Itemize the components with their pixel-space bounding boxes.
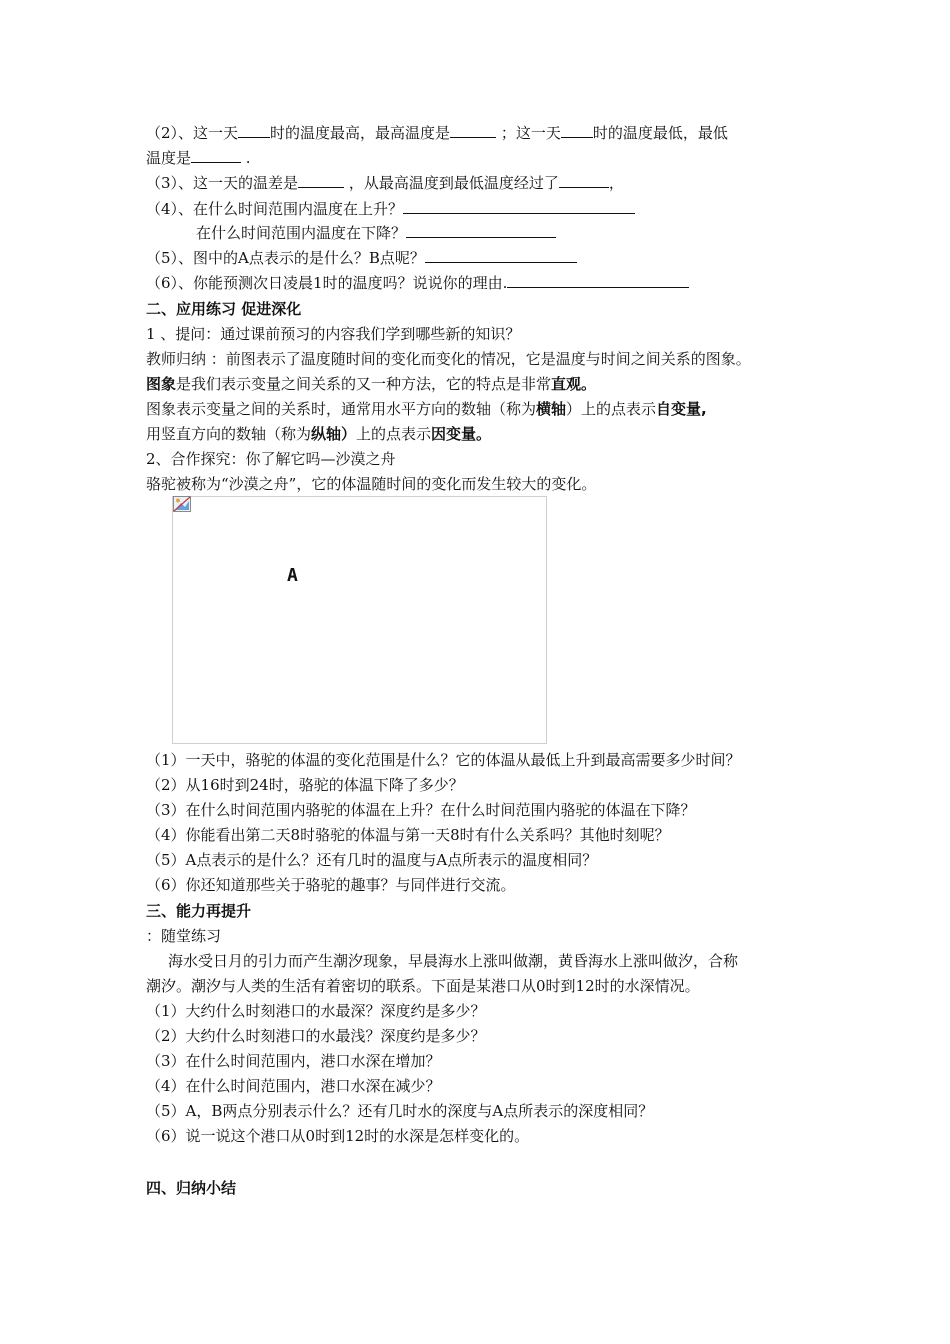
text: 在什么时间范围内温度在下降？ (196, 224, 407, 242)
question-4-line-b (196, 223, 556, 243)
bold-term: 直观。 (551, 375, 597, 393)
text: （2）、这一天 (146, 124, 239, 142)
question-3-line (146, 173, 624, 193)
camel-question: （4）你能看出第二天8时骆驼的体温与第一天8时有什么关系吗？其他时刻呢？ (146, 826, 670, 844)
text: 时的温度最高，最高温度是 (270, 124, 451, 142)
answer-blank (191, 148, 241, 163)
camel-question: （6）你还知道那些关于骆驼的趣事？与同伴进行交流。 (146, 876, 516, 894)
question-6-line (146, 273, 689, 293)
section-2-p4 (146, 399, 707, 419)
camel-question: （5）A点表示的是什么？还有几时的温度与A点所表示的温度相同？ (146, 851, 598, 869)
bold-term: 图象 (146, 375, 177, 393)
question-4-line (146, 199, 635, 219)
tide-question: （2）大约什么时刻港口的水最浅？深度约是多少？ (146, 1027, 486, 1045)
text: （3）、这一天的温差是 (146, 174, 299, 192)
text: （5）、图中的A点表示的是什么？B点呢？ (146, 249, 425, 267)
answer-blank (450, 123, 496, 138)
bold-term: 因变量。 (431, 425, 492, 443)
text: 是我们表示变量之间关系的又一种方法，它的特点是非常 (176, 375, 552, 393)
text: 上的点表示 (356, 425, 432, 443)
camel-question: （2）从16时到24时，骆驼的体温下降了多少？ (146, 776, 464, 794)
text: 温度是 (146, 149, 192, 167)
question-2-line (146, 123, 728, 143)
text: ）上的点表示 (566, 400, 657, 418)
tide-question: （5）A，B两点分别表示什么？还有几时水的深度与A点所表示的深度相同？ (146, 1102, 654, 1120)
text: ， (608, 174, 624, 192)
text: 时的温度最低，最低 (592, 124, 728, 142)
tide-paragraph-cont: 潮汐。潮汐与人类的生活有着密切的联系。下面是某港口从0时到12时的水深情况。 (146, 977, 700, 995)
text: ；这一天 (496, 124, 561, 142)
tide-question: （4）在什么时间范围内，港口水深在减少？ (146, 1077, 441, 1095)
bold-term: 纵轴） (311, 425, 357, 443)
answer-blank (561, 123, 593, 138)
section-2-p7: 骆驼被称为“沙漠之舟”，它的体温随时间的变化而发生较大的变化。 (146, 475, 597, 493)
section-2-p1: 1 、提问：通过课前预习的内容我们学到哪些新的知识？ (146, 325, 521, 343)
answer-blank (425, 248, 577, 263)
camel-temperature-figure (172, 496, 547, 744)
camel-question: （3）在什么时间范围内骆驼的体温在上升？在什么时间范围内骆驼的体温在下降？ (146, 801, 696, 819)
tide-question: （6）说一说这个港口从0时到12时的水深是怎样变化的。 (146, 1127, 530, 1145)
text: （6）、你能预测次日凌晨1时的温度吗？说说你的理由. (146, 274, 508, 292)
tide-paragraph: 海水受日月的引力而产生潮汐现象，早晨海水上涨叫做潮，黄昏海水上涨叫做汐，合称 (168, 952, 739, 970)
section-4-heading: 四、归纳小结 (146, 1179, 237, 1197)
bold-term: 自变量, (656, 400, 707, 418)
section-3-heading: 三、能力再提升 (146, 902, 252, 920)
section-2-p2: 教师归纳 ：前图表示了温度随时间的变化而变化的情况，它是温度与时间之间关系的图象。 (146, 350, 751, 368)
question-5-line (146, 248, 577, 268)
broken-image-icon (173, 496, 191, 512)
question-2-line-cont (146, 148, 251, 168)
text: 图象表示变量之间的关系时，通常用水平方向的数轴（称为 (146, 400, 537, 418)
answer-blank (238, 123, 270, 138)
section-2-p5 (146, 424, 491, 444)
camel-question: （1）一天中，骆驼的体温的变化范围是什么？它的体温从最低上升到最高需要多少时间？ (146, 751, 741, 769)
section-2-heading: 二、应用练习 促进深化 (146, 300, 302, 318)
answer-blank (403, 199, 635, 214)
text: （4）、在什么时间范围内温度在上升？ (146, 200, 404, 218)
section-3-sub: ：随堂练习 (146, 927, 222, 945)
section-2-p3 (146, 374, 596, 394)
text: . (241, 149, 251, 167)
answer-blank (406, 223, 556, 238)
text: 用竖直方向的数轴（称为 (146, 425, 312, 443)
bold-term: 横轴 (536, 400, 567, 418)
figure-point-label: A (287, 565, 298, 586)
answer-blank (559, 173, 609, 188)
answer-blank (298, 173, 344, 188)
text: ，从最高温度到最低温度经过了 (344, 174, 559, 192)
answer-blank (507, 273, 689, 288)
tide-question: （1）大约什么时刻港口的水最深？深度约是多少？ (146, 1002, 486, 1020)
section-2-p6: 2、合作探究：你了解它吗—沙漠之舟 (146, 450, 396, 468)
tide-question: （3）在什么时间范围内，港口水深在增加？ (146, 1052, 441, 1070)
